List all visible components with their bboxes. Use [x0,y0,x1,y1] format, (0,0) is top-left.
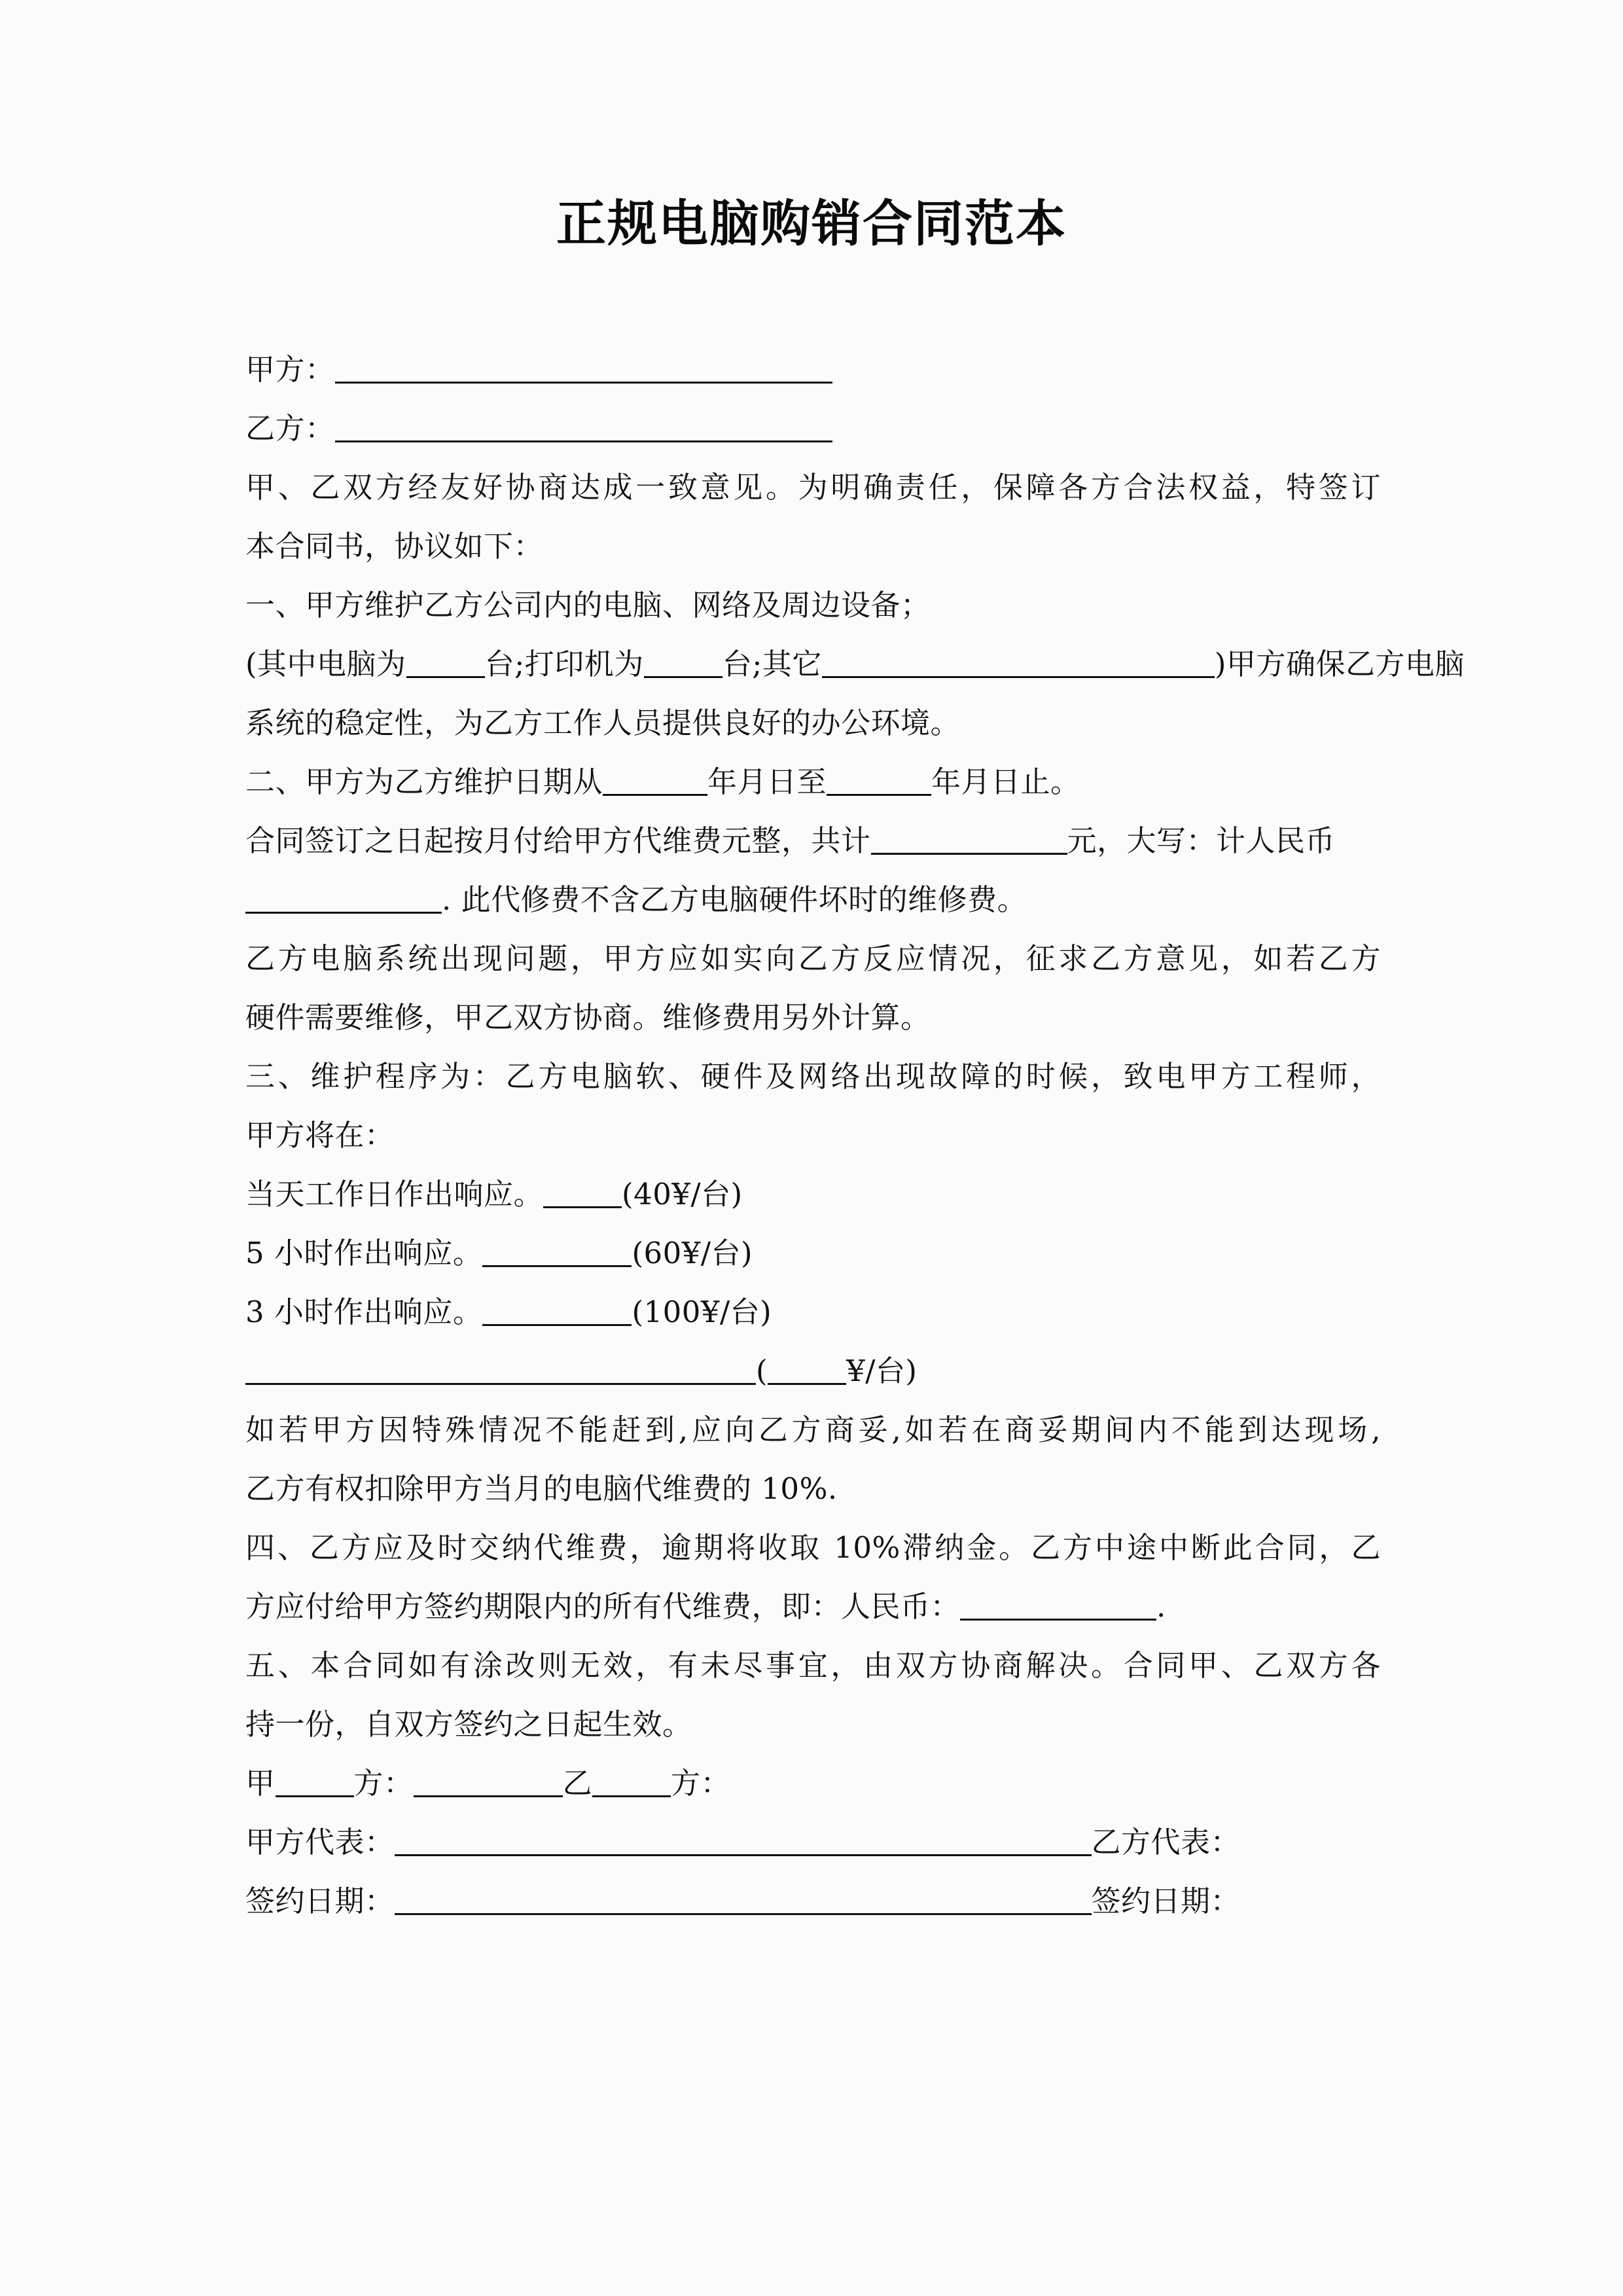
response-label: 5 小时作出响应。 [245,1236,483,1270]
clause-one-detail-line2: 系统的稳定性，为乙方工作人员提供良好的办公环境。 [245,706,961,740]
payment-post: . 此代修费不含乙方电脑硬件坏时的维修费。 [442,882,1027,917]
signature-party-a-prefix: 甲 [245,1766,276,1801]
clause-two-payment-line1 [245,812,1381,870]
payment-pre: 合同签订之日起按月付给甲方代维费元整，共计 [245,823,871,858]
payment-words-blank[interactable] [245,889,442,914]
clause-one-detail-pre: (其中电脑为 [245,647,406,681]
other-equipment-blank[interactable] [822,654,1215,678]
clause-three-heading-line2: 甲方将在： [245,1118,395,1153]
clause-five-line1: 五、本合同如有涂改则无效，有未尽事宜，由双方协商解决。合同甲、乙双方各 [245,1648,1381,1683]
signature-party-b-blank-1[interactable] [592,1773,671,1797]
custom-response-label-blank[interactable] [245,1361,756,1385]
party-b-blank[interactable] [335,418,832,442]
signature-party-a-blank-2[interactable] [414,1773,563,1797]
clause-four-line2-post: . [1156,1589,1166,1624]
clause-two-heading-post: 年月日止。 [931,764,1080,799]
date-a-blank[interactable] [395,1891,1092,1915]
party-a-line [245,340,1381,399]
signature-party-a-suffix: 方： [353,1766,414,1801]
clause-two-note-line2: 硬件需要维修，甲乙双方协商。维修费用另外计算。 [245,1000,931,1035]
response-label: 3 小时作出响应。 [245,1295,483,1329]
party-b-label: 乙方： [245,411,335,446]
signature-party-b-suffix: 方： [671,1766,731,1801]
clause-two-note-line1: 乙方电脑系统出现问题，甲方应如实向乙方反应情况，征求乙方意见，如若乙方 [245,941,1381,976]
clause-one-detail-mid2: 台;其它 [722,647,822,681]
maintenance-end-date-blank[interactable] [827,772,931,796]
party-a-label: 甲方： [245,352,335,387]
party-a-blank[interactable] [335,359,832,384]
response-item-3-hours [245,1283,1381,1342]
clause-four-line2-pre: 方应付给甲方签约期限内的所有代维费，即：人民币： [245,1589,961,1624]
party-b-line [245,399,1381,458]
payment-mid: 元，大写：计人民币 [1067,823,1336,858]
document-body [245,340,1465,1931]
clause-two-heading [245,753,1381,812]
clause-two-heading-pre: 二、甲方为乙方维护日期从 [245,764,603,799]
response-rate: (60¥/台) [632,1236,753,1270]
clause-three-delay-line1: 如若甲方因特殊情况不能赶到,应向乙方商妥,如若在商妥期间内不能到达现场, [245,1412,1381,1447]
response-checkbox-blank-same-day[interactable] [543,1184,622,1208]
clause-four-line2 [245,1577,1381,1636]
response-item-custom [245,1342,1381,1401]
clause-three-heading-line1: 三、维护程序为：乙方电脑软、硬件及网络出现故障的时候，致电甲方工程师， [245,1059,1381,1094]
clause-one-detail-post: )甲方确保乙方电脑 [1214,647,1465,681]
signature-party-a-blank-1[interactable] [276,1773,354,1797]
custom-rate-blank[interactable] [768,1361,846,1385]
clause-three-delay-line2: 乙方有权扣除甲方当月的电脑代维费的 10%. [245,1471,838,1506]
date-b-label: 签约日期： [1091,1884,1241,1918]
date-a-label: 签约日期： [245,1884,395,1918]
rep-b-label: 乙方代表： [1091,1825,1241,1859]
response-item-5-hours [245,1224,1381,1283]
response-checkbox-blank-3-hours[interactable] [482,1302,632,1326]
response-rate: (40¥/台) [622,1177,743,1211]
signature-party-b-prefix: 乙 [562,1766,593,1801]
payment-total-blank[interactable] [871,831,1067,855]
clause-one-detail [245,635,1465,694]
preamble-line-2: 本合同书，协议如下： [245,529,544,564]
clause-one-detail-mid1: 台;打印机为 [484,647,644,681]
custom-rate-open-paren: ( [756,1354,768,1388]
clause-five-line2: 持一份，自双方签约之日起生效。 [245,1707,692,1742]
custom-rate-close: ¥/台) [846,1354,918,1388]
response-rate: (100¥/台) [632,1295,772,1329]
printer-count-blank[interactable] [644,654,722,678]
clause-four-line1: 四、乙方应及时交纳代维费，逾期将收取 10%滞纳金。乙方中途中断此合同，乙 [245,1530,1381,1565]
page-title: 正规电脑购销合同范本 [556,194,1067,253]
clause-one-heading: 一、甲方维护乙方公司内的电脑、网络及周边设备； [245,588,931,622]
rep-a-blank[interactable] [395,1832,1092,1856]
response-checkbox-blank-5-hours[interactable] [482,1243,632,1267]
preamble-line-1: 甲、乙双方经友好协商达成一致意见。为明确责任，保障各方合法权益，特签订 [245,470,1381,505]
rep-a-label: 甲方代表： [245,1825,395,1859]
maintenance-start-date-blank[interactable] [603,772,707,796]
clause-two-payment-line2 [245,870,1381,929]
response-label: 当天工作日作出响应。 [245,1177,544,1211]
clause-two-heading-mid: 年月日至 [707,764,827,799]
computer-count-blank[interactable] [406,654,485,678]
response-item-same-day [245,1165,1381,1224]
sign-date-line [245,1872,1381,1931]
termination-amount-blank[interactable] [960,1596,1156,1621]
signature-party-line [245,1754,1381,1813]
representative-line [245,1813,1381,1872]
